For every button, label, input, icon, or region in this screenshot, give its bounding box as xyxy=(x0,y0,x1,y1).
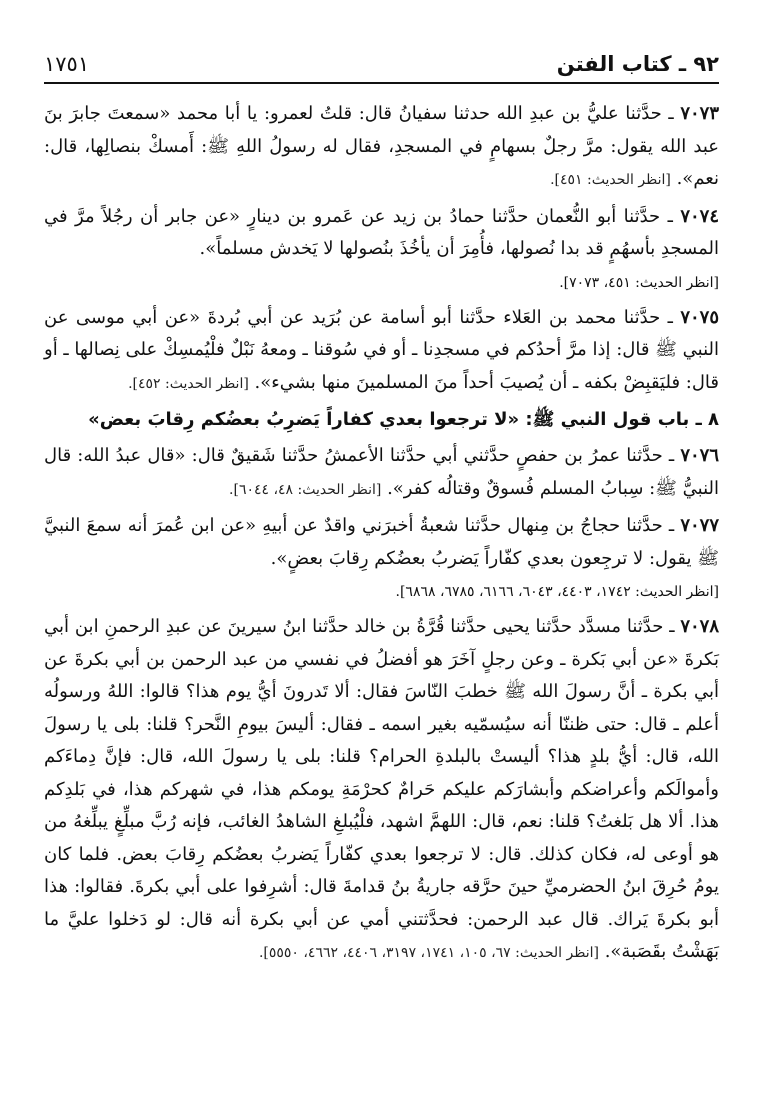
hadith-7078 xyxy=(44,611,719,970)
hadith-text: ـ حدَّثنا عليُّ بن عبدِ الله حدثنا سفيانُ قال: قلتُ لعمرو: يا أبا محمد «سمعتَ جابرَ بنَ عبد الله يقول: مرَّ رجلٌ بسهامٍ في المسجدِ، فقال له رسولُ اللهِ ﷺ: أَمسكْ بنصالِها، قال: نعم». xyxy=(44,103,719,189)
hadith-number: ٧٠٧٤ xyxy=(680,205,719,227)
hadith-reference: [انظر الحديث: ٤٥٢]. xyxy=(128,375,249,392)
hadith-text: ـ حدَّثنا عمرُ بن حفصٍ حدَّثني أبي حدَّثنا الأعمشُ حدَّثنا شَقيقٌ قال: «قال عبدُ الله: قال النبيُّ ﷺ: سِبابُ المسلم فُسوقٌ وقتالُه كفر». xyxy=(44,445,719,499)
hadith-reference: [انظر الحديث: ١٧٤٢، ٤٤٠٣، ٦٠٤٣، ٦١٦٦، ٦٧٨٥، ٦٨٦٨]. xyxy=(395,584,719,600)
page-number: ١٧٥١ xyxy=(44,52,90,76)
hadith-7074 xyxy=(44,201,719,266)
running-header xyxy=(44,52,719,84)
hadith-number: ٧٠٧٧ xyxy=(680,515,719,536)
hadith-text: ـ حدَّثنا حجاجُ بن مِنهال حدَّثنا شعبةُ أخبرَني واقدٌ عن أبيهِ «عن ابن عُمرَ أنه سمعَ النبيَّ ﷺ يقول: لا ترجِعون بعدي كفّاراً يَضربُ بعضُكم رِقابَ بعضٍ». xyxy=(44,515,719,569)
hadith-reference: [انظر الحديث: ٤٥١]. xyxy=(550,172,671,188)
hadith-number: ٧٠٧٦ xyxy=(680,445,719,466)
hadith-7075 xyxy=(44,302,719,401)
hadith-number: ٧٠٧٨ xyxy=(680,616,719,637)
chapter-title: ٩٢ ـ كتاب الفتن xyxy=(556,52,719,76)
hadith-number: ٧٠٧٣ xyxy=(680,103,720,124)
hadith-text: ـ حدَّثنا محمد بن العَلاء حدَّثنا أبو أسامة عن بُرَيد عن أبي بُردةَ «عن أبي موسى عن النبي ﷺ قال: إذا مرَّ أحدُكم في مسجدِنا ـ أو في سُوقنا ـ ومعهُ نَبْلٌ فلْيُمسِكْ على نِصالها ـ أو قال: فليَقبِضْ بكفه ـ أن يُصيبَ أحداً منَ المسلمينَ منها بشيء». xyxy=(44,306,719,393)
hadith-reference: [انظر الحديث: ٤٥١، ٧٠٧٣]. xyxy=(559,274,719,291)
hadith-reference: [انظر الحديث: ٦٧، ١٠٥، ١٧٤١، ٣١٩٧، ٤٤٠٦، ٤٦٦٢، ٥٥٥٠]. xyxy=(258,945,599,961)
hadith-text: ـ حدَّثنا أبو النُّعمان حدَّثنا حمادُ بن زيد عن عَمرو بن دينارٍ «عن جابر أن رجُلاً مرَّ في المسجدِ بأسهُمٍ قد بدا نُصولها، فأُمِرَ أن يأخُذَ بنُصولها لا يَخدش مسلماً». xyxy=(44,205,719,259)
hadith-text: ـ حدَّثنا مسدَّد حدَّثنا يحيى حدَّثنا قُرَّةُ بن خالد حدَّثنا ابنُ سيرينَ عن عبدِ الرحمنِ ابن أبي بَكرةَ «عن أبي بَكرة ـ وعن رجلٍ آخَرَ هو أفضلُ في نفسي من عبد الرحمن بن أبي بكرةَ عن أبي بكرة ـ أنَّ رسولَ الله ﷺ خطبَ النّاسَ فقال: ألا تَدرونَ أيُّ يوم هذا؟ قالوا: اللهُ ورسولُه أعلم ـ قال: حتى ظننّا أنه سيُسمّيه بغير اسمه ـ فقال: أليسَ بيومِ النَّحر؟ قلنا: بلى يا رسولَ الله، قال: أيُّ بلدٍ هذا؟ أليستْ بالبلدةِ الحرام؟ قلنا: بلى يا رسولَ الله، قال: فإنَّ دِماءَكم وأموالَكم وأعراضكم وأبشارَكم عليكم حَرامٌ كحرْمَةِ يومكم هذا، في شهركم هذا، في بَلدِكم هذا. ألا هل بَلغتُ؟ قلنا: نعم، قال: اللهمَّ اشهد، فلْيُبلغِ الشاهدُ الغائب، فإنه رُبَّ مبلِّغٍ يبلِّغهُ من هو أوعى له، فكان كذلك. قال: لا ترجعوا بعدي كفّاراً يَضربُ بعضُكم رِقابَ بعض. فلما كان يومُ حُرِقَ ابنُ الحضرميِّ حينَ حرَّقه جاريةُ بنُ قدامةَ قال: أشرِفوا على أبي بكرةَ. فقالوا: هذا أبو بكرةَ يَراك. قال عبد الرحمن: فحدَّثتني أمي عن أبي بكرة أنه قال: لو دَخلوا عليَّ ما بَهَشْتُ بقَصَبة». xyxy=(44,616,719,962)
hadith-reference: [انظر الحديث: ٤٨، ٦٠٤٤]. xyxy=(229,481,382,498)
hadith-number: ٧٠٧٥ xyxy=(680,306,719,328)
hadith-7076 xyxy=(44,440,719,506)
chapter-heading: ٨ ـ باب قول النبي ﷺ: «لا ترجعوا بعدي كفاراً يَضرِبُ بعضُكم رِقابَ بعض» xyxy=(88,409,719,430)
hadith-7073 xyxy=(44,98,719,197)
hadith-7077 xyxy=(44,510,719,575)
